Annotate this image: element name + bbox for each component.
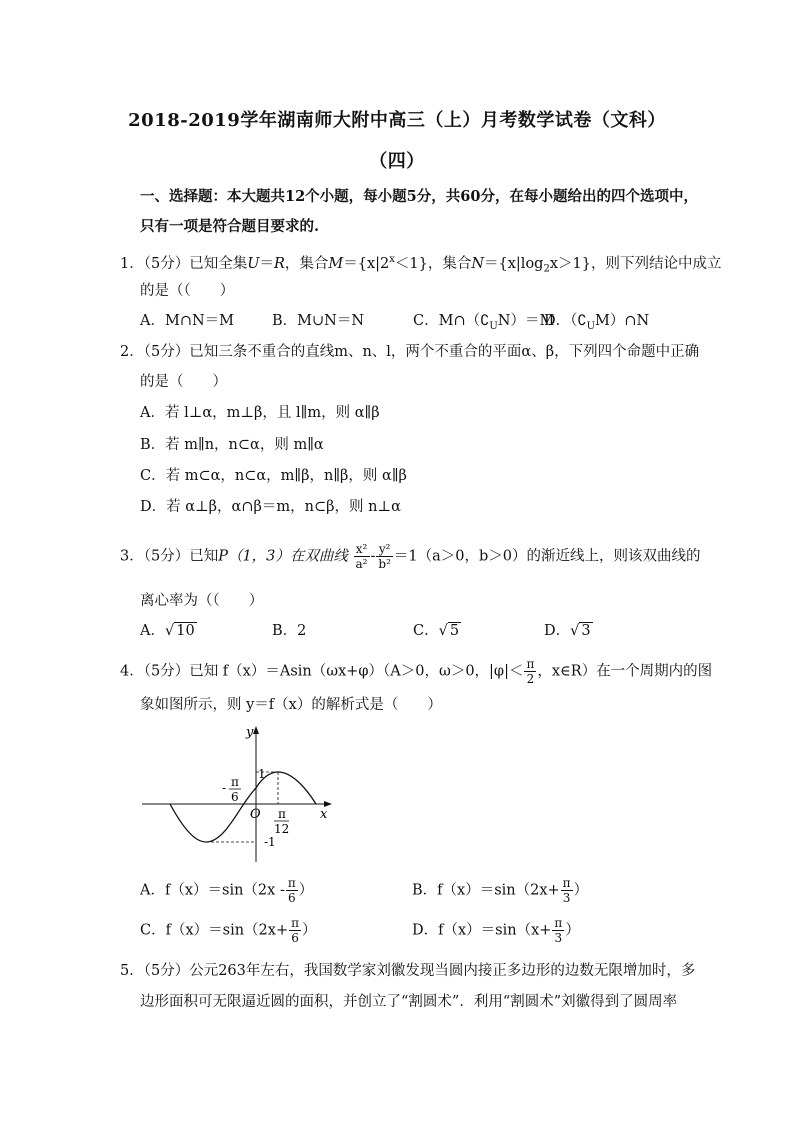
- q1-set-m-end: ＜1}: [394, 255, 428, 272]
- q1-var-u: U: [247, 255, 260, 272]
- q1-eq: ＝: [259, 255, 274, 272]
- question-1-cont: 的是（（ ）: [140, 283, 235, 299]
- q4-option-c-den: 6: [289, 930, 301, 945]
- origin-label: O: [250, 807, 261, 822]
- q3-frac-y-den: b²: [378, 557, 391, 571]
- question-2-cont: 的是（ ）: [140, 374, 227, 390]
- q1-option-c-text: C．M∩（∁: [413, 313, 490, 329]
- question-5-cont: 边形面积可无限逼近圆的面积，并创立了“割圆术”．利用“割圆术”刘徽得到了圆周率: [140, 994, 678, 1010]
- q1-option-d: [544, 311, 649, 337]
- q1-text-d: ，则下列结论中成立: [590, 255, 722, 272]
- q4-option-d-end: ）: [565, 922, 580, 939]
- q1-text: 1．（5分）已知全集: [120, 255, 248, 272]
- q1-var-r: R: [273, 255, 285, 272]
- q3-option-c: [413, 621, 461, 641]
- q4-option-b-text: B．f（x）＝sin（2x+: [412, 882, 560, 899]
- q1-log-base: 2: [543, 263, 550, 275]
- tick-twelve: 12: [274, 822, 290, 836]
- q1-var-m: M: [328, 255, 344, 272]
- q1-option-d-end: M）∩N: [595, 313, 650, 329]
- q3-frac-x: [354, 542, 370, 571]
- q3-frac-y-num: y²: [378, 542, 391, 556]
- q3-frac-x-num: x²: [355, 542, 368, 556]
- q4-option-d-text: D．f（x）＝sin（x+: [412, 922, 552, 939]
- y-axis-arrow-icon: [253, 726, 259, 734]
- q1-text-b: ，集合: [284, 255, 329, 272]
- q2-option-b: B．若 m∥n，n⊂α，则 m∥α: [140, 437, 324, 453]
- question-5: 5．（5分）公元263年左右，我国数学家刘徽发现当圆内接正多边形的边数无限增加时，多: [120, 963, 696, 979]
- q4-option-b: [412, 876, 588, 905]
- q2-option-c: C．若 m⊂α，n⊂α，m∥β，n∥β，则 α∥β: [140, 468, 407, 484]
- q3-minus: -: [370, 548, 376, 565]
- sqrt-icon: √ 5: [438, 623, 460, 639]
- q4-option-a: [140, 876, 313, 905]
- q3-option-a-radicand: 10: [176, 623, 195, 639]
- q3-option-c-radicand: 5: [449, 623, 460, 639]
- q3-option-a-label: A．: [140, 623, 165, 639]
- q4-option-c-num: π: [291, 916, 299, 930]
- tick-one: 1: [258, 767, 266, 781]
- question-4-cont: 象如图所示，则 y＝f（x）的解析式是（ ）: [140, 697, 442, 713]
- q4-option-a-num: π: [287, 876, 296, 890]
- q1-option-a: A．M∩N＝M: [140, 313, 235, 329]
- q1-option-c: [413, 311, 554, 337]
- q3-option-d-radicand: 3: [581, 623, 591, 639]
- question-1: [120, 250, 721, 280]
- tick-neg-pi: π: [231, 775, 239, 789]
- q4-option-b-frac: [561, 876, 573, 905]
- question-3-cont: 离心率为（（ ）: [140, 593, 264, 609]
- q1-option-d-sub: U: [586, 320, 596, 332]
- question-2: 2．（5分）已知三条不重合的直线m、n、l，两个不重合的平面α、β，下列四个命题中正确: [120, 344, 700, 360]
- q3-option-d: [544, 621, 593, 641]
- q3-frac-x-den: a²: [355, 557, 368, 571]
- q1-var-n: N: [471, 255, 485, 272]
- q4-option-d-num: π: [554, 916, 563, 930]
- tick-neg-one: -1: [264, 835, 276, 849]
- q4-option-a-frac: [286, 876, 298, 905]
- exam-title: 2018-2019学年湖南师大附中高三（上）月考数学试卷（文科）: [128, 110, 666, 131]
- q3-option-c-label: C．: [413, 623, 439, 639]
- q4-option-c-frac: [289, 916, 301, 945]
- q1-text-c: ，集合: [427, 255, 472, 272]
- q1-option-c-sub: U: [489, 320, 498, 332]
- sqrt-icon: √ 10: [164, 623, 195, 639]
- q4-option-a-text: A．f（x）＝sin（2x -: [140, 882, 285, 899]
- q3-option-b: B．2: [272, 623, 307, 639]
- q3-option-d-label: D．: [544, 623, 571, 639]
- q4-option-b-den: 3: [561, 890, 573, 905]
- exam-title-suffix: （四）: [369, 151, 425, 172]
- section-header-cont: 只有一项是符合题目要求的.: [140, 218, 320, 235]
- q2-option-a: A．若 l⊥α，m⊥β，且 l∥m，则 α∥β: [140, 405, 380, 421]
- q1-set-n: ＝{x|log: [484, 255, 544, 272]
- sqrt-icon: √ 3: [570, 623, 591, 639]
- q4-option-d: [412, 916, 580, 945]
- question-3: [120, 542, 701, 571]
- tick-neg-sign: -: [222, 781, 227, 795]
- x-axis-label: x: [320, 807, 328, 822]
- q4-option-a-end: ）: [298, 882, 314, 899]
- q4-frac-num: π: [526, 657, 535, 671]
- q1-exponent: x: [389, 254, 395, 265]
- q4-option-a-den: 6: [286, 890, 298, 905]
- q3-text: 3．（5分）已知: [120, 548, 219, 565]
- q4-frac-den: 2: [524, 671, 536, 686]
- sine-graph: [140, 722, 340, 864]
- q2-option-d: D．若 α⊥β，α∩β＝m，n⊂β，则 n⊥α: [140, 499, 401, 515]
- q4-option-c: [140, 916, 317, 945]
- q1-option-b: B．M∪N＝N: [272, 313, 365, 329]
- q1-option-d-text: D．（∁: [544, 313, 587, 329]
- q3-frac-y: [376, 542, 393, 571]
- q4-frac-pi2: [524, 657, 536, 686]
- section-header: 一、选择题：本大题共12个小题，每小题5分，共60分，在每小题给出的四个选项中，: [140, 188, 698, 205]
- q3-text-b: ＝1（a＞0，b＞0）的渐近线上，则该双曲线的: [393, 548, 701, 565]
- q1-set-n-end: x＞1}: [549, 255, 591, 272]
- q4-option-d-frac: [552, 916, 564, 945]
- q4-option-c-end: ）: [302, 922, 317, 939]
- q1-set-m: ＝{x|2: [343, 255, 390, 272]
- tick-pi: π: [278, 807, 286, 821]
- q4-option-b-end: ）: [573, 882, 589, 899]
- q4-text-b: ，x∈R）在一个周期内的图: [537, 663, 713, 680]
- q3-point: P（1，3）在双曲线: [218, 548, 348, 565]
- q1-option-c-end: N）＝M: [497, 313, 555, 329]
- q3-option-a: [140, 621, 197, 641]
- sine-curve: [170, 772, 316, 842]
- q4-option-d-den: 3: [552, 930, 564, 945]
- q4-text: 4．（5分）已知 f（x）＝Asin（ωx+φ）（A＞0，ω＞0，|φ|＜: [120, 663, 524, 680]
- q4-option-c-text: C．f（x）＝sin（2x+: [140, 922, 289, 939]
- question-4: [120, 657, 712, 686]
- q4-option-b-num: π: [562, 876, 571, 890]
- y-axis-label: y: [246, 725, 254, 740]
- tick-neg-six: 6: [231, 790, 239, 804]
